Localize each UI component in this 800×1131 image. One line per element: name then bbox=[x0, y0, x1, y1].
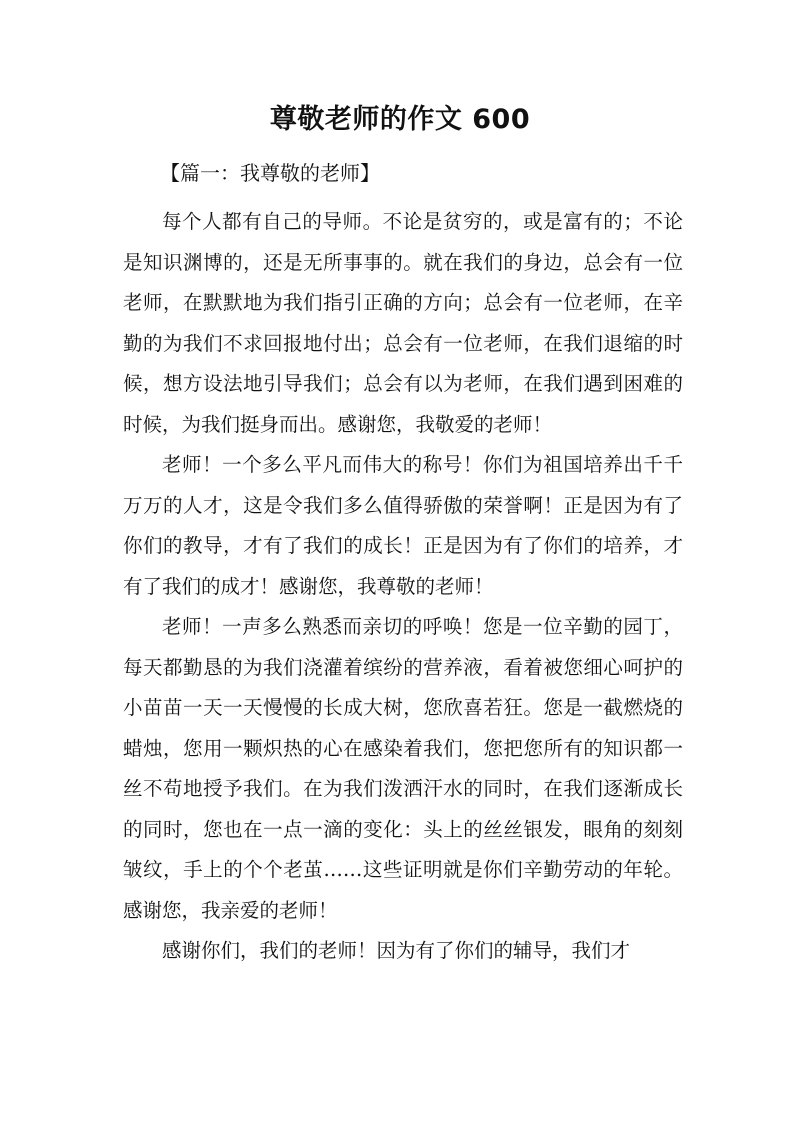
section-heading: 【篇一：我尊敬的老师】 bbox=[160, 161, 380, 185]
document-title: 尊敬老师的作文 600 bbox=[269, 104, 531, 135]
paragraph-2: 老师！一个多么平凡而伟大的称号！你们为祖国培养出千千万万的人才，这是令我们多么值得骄傲的荣誉啊！正是因为有了你们的教导，才有了我们的成长！正是因为有了你们的培养，才有了我们的成才！感谢您，我尊敬的老师！ bbox=[123, 453, 683, 598]
paragraph-3: 老师！一声多么熟悉而亲切的呼唤！您是一位辛勤的园丁，每天都勤恳的为我们浇灌着缤纷的营养液，看着被您细心呵护的小苗苗一天一天慢慢的长成大树，您欣喜若狂。您是一截燃烧的蜡烛，您用一颗炽热的心在感染着我们，您把您所有的知识都一丝不苟地授予我们。在为我们泼洒汗水的同时，在我们逐渐成长的同时，您也在一点一滴的变化：头上的丝丝银发，眼角的刻刻皱纹，手上的个个老茧……这些证明就是你们辛勤劳动的年轮。感谢您，我亲爱的老师！ bbox=[123, 615, 683, 922]
paragraph-4: 感谢你们，我们的老师！因为有了你们的辅导，我们才 bbox=[162, 939, 631, 962]
paragraph-1: 每个人都有自己的导师。不论是贫穷的，或是富有的；不论是知识渊博的，还是无所事事的。就在我们的身边，总会有一位老师，在默默地为我们指引正确的方向；总会有一位老师，在辛勤的为我们不求回报地付出；总会有一位老师，在我们退缩的时候，想方设法地引导我们；总会有以为老师，在我们遇到困难的时候，为我们挺身而出。感谢您，我敬爱的老师！ bbox=[123, 210, 683, 436]
document-body bbox=[123, 202, 683, 972]
